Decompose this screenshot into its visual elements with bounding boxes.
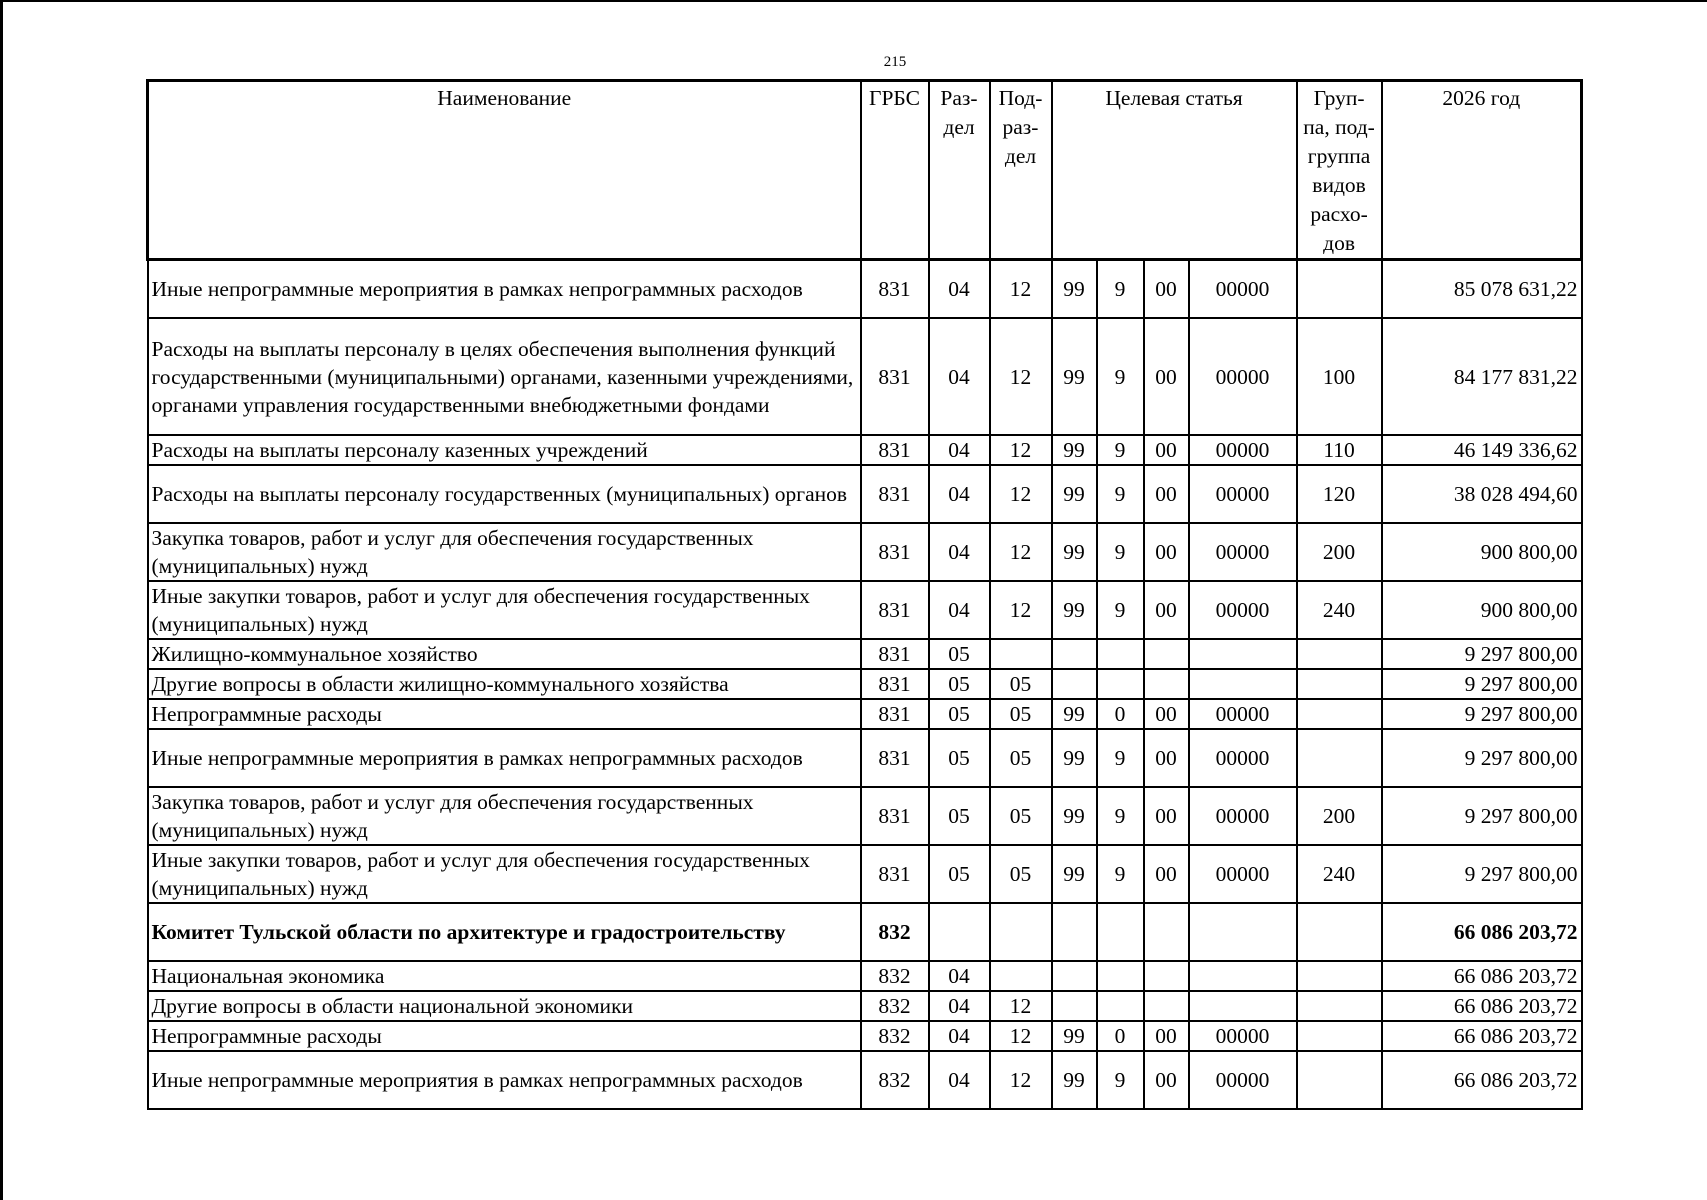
cell-expense-group: [1297, 639, 1382, 669]
cell-name: Иные закупки товаров, работ и услуг для обеспечения государственных (муниципальных) нужд: [148, 581, 861, 639]
cell-razdel: 05: [929, 639, 990, 669]
table-row: [148, 903, 1582, 961]
table-row: [148, 1021, 1582, 1051]
cell-target-program: 99: [1052, 729, 1097, 787]
cell-grbs: 831: [861, 845, 929, 903]
cell-expense-group: 110: [1297, 435, 1382, 465]
cell-razdel: 04: [929, 318, 990, 435]
table-row: [148, 669, 1582, 699]
cell-grbs: 831: [861, 581, 929, 639]
cell-podrazdel: 05: [990, 787, 1052, 845]
cell-podrazdel: [990, 961, 1052, 991]
cell-name: Комитет Тульской области по архитектуре и градостроительству: [148, 903, 861, 961]
cell-target-code: [1189, 639, 1297, 669]
cell-target-type: 9: [1097, 581, 1144, 639]
cell-razdel: 04: [929, 523, 990, 581]
cell-target-direction: 00: [1144, 1051, 1189, 1109]
cell-target-code: 00000: [1189, 260, 1297, 319]
cell-expense-group: [1297, 991, 1382, 1021]
cell-name: Иные закупки товаров, работ и услуг для обеспечения государственных (муниципальных) нужд: [148, 845, 861, 903]
cell-amount: 9 297 800,00: [1382, 699, 1582, 729]
cell-target-type: 9: [1097, 729, 1144, 787]
cell-expense-group: [1297, 903, 1382, 961]
cell-target-direction: 00: [1144, 318, 1189, 435]
cell-target-type: 9: [1097, 435, 1144, 465]
cell-razdel: 05: [929, 699, 990, 729]
cell-expense-group: 120: [1297, 465, 1382, 523]
cell-podrazdel: 12: [990, 318, 1052, 435]
cell-podrazdel: 12: [990, 581, 1052, 639]
cell-target-code: [1189, 903, 1297, 961]
cell-name: Расходы на выплаты персоналу казенных учреждений: [148, 435, 861, 465]
cell-target-direction: 00: [1144, 1021, 1189, 1051]
cell-target-program: 99: [1052, 845, 1097, 903]
cell-razdel: 04: [929, 260, 990, 319]
cell-target-code: 00000: [1189, 465, 1297, 523]
cell-grbs: 831: [861, 669, 929, 699]
table-row: [148, 991, 1582, 1021]
cell-target-direction: 00: [1144, 260, 1189, 319]
cell-podrazdel: [990, 903, 1052, 961]
cell-target-type: 0: [1097, 699, 1144, 729]
cell-amount: 9 297 800,00: [1382, 669, 1582, 699]
cell-amount: 900 800,00: [1382, 581, 1582, 639]
cell-amount: 38 028 494,60: [1382, 465, 1582, 523]
cell-amount: 66 086 203,72: [1382, 991, 1582, 1021]
header-year: 2026 год: [1382, 81, 1582, 260]
cell-razdel: 04: [929, 581, 990, 639]
cell-grbs: 831: [861, 787, 929, 845]
cell-target-type: [1097, 961, 1144, 991]
cell-target-direction: [1144, 903, 1189, 961]
cell-name: Жилищно-коммунальное хозяйство: [148, 639, 861, 669]
cell-podrazdel: 12: [990, 1051, 1052, 1109]
table-row: [148, 260, 1582, 319]
cell-target-direction: 00: [1144, 699, 1189, 729]
cell-target-direction: 00: [1144, 729, 1189, 787]
cell-podrazdel: 12: [990, 1021, 1052, 1051]
cell-expense-group: [1297, 961, 1382, 991]
table-body: [148, 260, 1582, 1110]
cell-target-code: 00000: [1189, 1051, 1297, 1109]
cell-target-program: 99: [1052, 435, 1097, 465]
cell-expense-group: 240: [1297, 581, 1382, 639]
cell-name: Расходы на выплаты персоналу государственных (муниципальных) органов: [148, 465, 861, 523]
cell-grbs: 831: [861, 523, 929, 581]
cell-razdel: 04: [929, 961, 990, 991]
cell-podrazdel: 12: [990, 991, 1052, 1021]
cell-target-program: 99: [1052, 465, 1097, 523]
cell-target-code: [1189, 961, 1297, 991]
cell-amount: 9 297 800,00: [1382, 639, 1582, 669]
cell-target-program: 99: [1052, 318, 1097, 435]
cell-target-program: 99: [1052, 1021, 1097, 1051]
cell-target-direction: 00: [1144, 435, 1189, 465]
cell-target-direction: [1144, 639, 1189, 669]
table-row: [148, 729, 1582, 787]
cell-expense-group: [1297, 699, 1382, 729]
table-row: [148, 465, 1582, 523]
cell-razdel: 04: [929, 465, 990, 523]
cell-podrazdel: 05: [990, 729, 1052, 787]
cell-grbs: 831: [861, 318, 929, 435]
cell-target-code: 00000: [1189, 787, 1297, 845]
cell-amount: 66 086 203,72: [1382, 961, 1582, 991]
cell-grbs: 832: [861, 903, 929, 961]
cell-podrazdel: 05: [990, 699, 1052, 729]
cell-amount: 9 297 800,00: [1382, 787, 1582, 845]
cell-target-type: [1097, 991, 1144, 1021]
cell-target-program: 99: [1052, 1051, 1097, 1109]
cell-razdel: 05: [929, 787, 990, 845]
page-number: 215: [883, 54, 907, 70]
cell-target-type: 0: [1097, 1021, 1144, 1051]
cell-razdel: [929, 903, 990, 961]
cell-expense-group: [1297, 669, 1382, 699]
cell-podrazdel: 12: [990, 465, 1052, 523]
cell-name: Национальная экономика: [148, 961, 861, 991]
cell-grbs: 831: [861, 465, 929, 523]
cell-target-direction: 00: [1144, 845, 1189, 903]
cell-name: Закупка товаров, работ и услуг для обеспечения государственных (муниципальных) нужд: [148, 523, 861, 581]
cell-razdel: 05: [929, 845, 990, 903]
cell-podrazdel: 05: [990, 669, 1052, 699]
cell-name: Непрограммные расходы: [148, 699, 861, 729]
cell-amount: 9 297 800,00: [1382, 845, 1582, 903]
table-row: [148, 845, 1582, 903]
cell-target-program: [1052, 639, 1097, 669]
cell-grbs: 831: [861, 435, 929, 465]
cell-podrazdel: 05: [990, 845, 1052, 903]
cell-name: Непрограммные расходы: [148, 1021, 861, 1051]
cell-target-code: 00000: [1189, 845, 1297, 903]
cell-podrazdel: [990, 639, 1052, 669]
cell-amount: 66 086 203,72: [1382, 1051, 1582, 1109]
cell-target-direction: 00: [1144, 581, 1189, 639]
cell-expense-group: 240: [1297, 845, 1382, 903]
cell-grbs: 831: [861, 729, 929, 787]
cell-expense-group: 100: [1297, 318, 1382, 435]
cell-target-code: 00000: [1189, 435, 1297, 465]
cell-target-code: [1189, 669, 1297, 699]
table-row: [148, 435, 1582, 465]
cell-podrazdel: 12: [990, 435, 1052, 465]
cell-expense-group: [1297, 729, 1382, 787]
cell-grbs: 831: [861, 639, 929, 669]
cell-grbs: 832: [861, 1021, 929, 1051]
header-target-article: Целевая статья: [1052, 81, 1297, 260]
cell-target-program: [1052, 961, 1097, 991]
cell-expense-group: 200: [1297, 787, 1382, 845]
cell-razdel: 04: [929, 435, 990, 465]
cell-amount: 900 800,00: [1382, 523, 1582, 581]
cell-grbs: 832: [861, 961, 929, 991]
table-row: [148, 639, 1582, 669]
cell-target-program: 99: [1052, 260, 1097, 319]
cell-name: Расходы на выплаты персоналу в целях обеспечения выполнения функций государственными (муниципальными) органами, казенными учреждениями, органами управления государственными внебюджетными фондами: [148, 318, 861, 435]
cell-razdel: 04: [929, 1051, 990, 1109]
table-row: [148, 1051, 1582, 1109]
cell-target-type: [1097, 903, 1144, 961]
cell-expense-group: [1297, 1051, 1382, 1109]
cell-target-type: 9: [1097, 260, 1144, 319]
cell-target-type: 9: [1097, 318, 1144, 435]
cell-razdel: 04: [929, 1021, 990, 1051]
cell-grbs: 832: [861, 1051, 929, 1109]
table-row: [148, 581, 1582, 639]
cell-name: Другие вопросы в области национальной экономики: [148, 991, 861, 1021]
cell-name: Другие вопросы в области жилищно-коммунального хозяйства: [148, 669, 861, 699]
cell-amount: 66 086 203,72: [1382, 903, 1582, 961]
cell-amount: 84 177 831,22: [1382, 318, 1582, 435]
cell-target-direction: 00: [1144, 787, 1189, 845]
cell-target-code: 00000: [1189, 1021, 1297, 1051]
cell-razdel: 04: [929, 991, 990, 1021]
cell-amount: 66 086 203,72: [1382, 1021, 1582, 1051]
cell-target-program: 99: [1052, 523, 1097, 581]
table-row: [148, 699, 1582, 729]
table-row: [148, 961, 1582, 991]
cell-target-type: [1097, 639, 1144, 669]
cell-target-program: [1052, 903, 1097, 961]
cell-target-type: 9: [1097, 523, 1144, 581]
cell-amount: 85 078 631,22: [1382, 260, 1582, 319]
cell-target-type: 9: [1097, 1051, 1144, 1109]
cell-expense-group: [1297, 1021, 1382, 1051]
cell-name: Закупка товаров, работ и услуг для обеспечения государственных (муниципальных) нужд: [148, 787, 861, 845]
cell-target-program: 99: [1052, 699, 1097, 729]
budget-table: [146, 79, 1583, 1110]
header-razdel: Раз- дел: [929, 81, 990, 260]
cell-expense-group: [1297, 260, 1382, 319]
cell-podrazdel: 12: [990, 260, 1052, 319]
header-grbs: ГРБС: [861, 81, 929, 260]
table-row: [148, 318, 1582, 435]
cell-amount: 9 297 800,00: [1382, 729, 1582, 787]
cell-target-type: 9: [1097, 787, 1144, 845]
cell-target-direction: [1144, 991, 1189, 1021]
cell-name: Иные непрограммные мероприятия в рамках непрограммных расходов: [148, 260, 861, 319]
header-expense-group: Груп- па, под- группа видов расхо- дов: [1297, 81, 1382, 260]
cell-target-direction: [1144, 961, 1189, 991]
cell-target-program: 99: [1052, 581, 1097, 639]
cell-target-direction: 00: [1144, 465, 1189, 523]
cell-target-code: 00000: [1189, 318, 1297, 435]
cell-expense-group: 200: [1297, 523, 1382, 581]
cell-target-type: [1097, 669, 1144, 699]
cell-target-code: 00000: [1189, 699, 1297, 729]
cell-grbs: 831: [861, 260, 929, 319]
cell-grbs: 831: [861, 699, 929, 729]
cell-target-code: 00000: [1189, 581, 1297, 639]
cell-amount: 46 149 336,62: [1382, 435, 1582, 465]
header-podrazdel: Под- раз- дел: [990, 81, 1052, 260]
cell-target-program: [1052, 991, 1097, 1021]
cell-name: Иные непрограммные мероприятия в рамках непрограммных расходов: [148, 1051, 861, 1109]
table-header-row: [148, 81, 1582, 260]
cell-podrazdel: 12: [990, 523, 1052, 581]
cell-target-direction: [1144, 669, 1189, 699]
cell-target-type: 9: [1097, 465, 1144, 523]
cell-target-type: 9: [1097, 845, 1144, 903]
cell-target-program: [1052, 669, 1097, 699]
cell-target-direction: 00: [1144, 523, 1189, 581]
cell-razdel: 05: [929, 729, 990, 787]
cell-name: Иные непрограммные мероприятия в рамках непрограммных расходов: [148, 729, 861, 787]
header-name: Наименование: [148, 81, 861, 260]
cell-target-code: [1189, 991, 1297, 1021]
cell-razdel: 05: [929, 669, 990, 699]
cell-grbs: 832: [861, 991, 929, 1021]
cell-target-code: 00000: [1189, 729, 1297, 787]
table-row: [148, 787, 1582, 845]
cell-target-code: 00000: [1189, 523, 1297, 581]
table-row: [148, 523, 1582, 581]
cell-target-program: 99: [1052, 787, 1097, 845]
